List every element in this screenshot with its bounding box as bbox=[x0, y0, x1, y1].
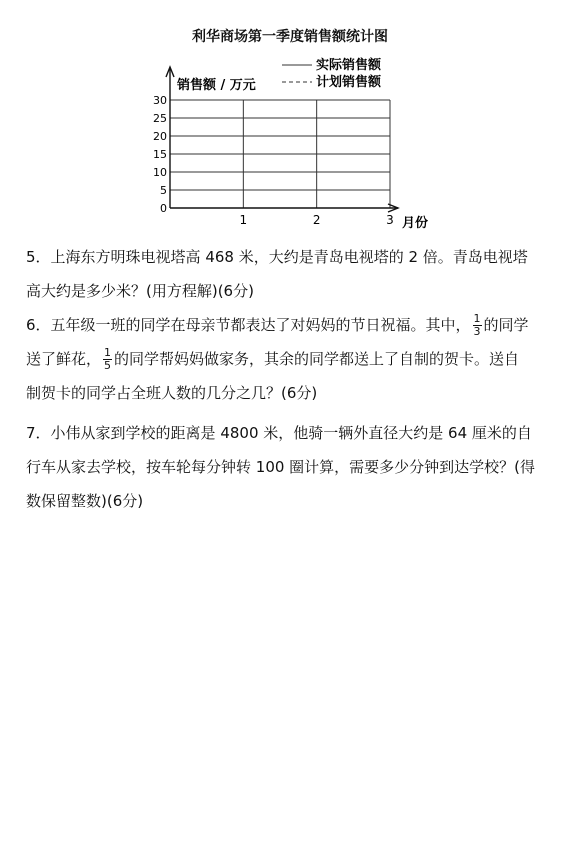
legend-label: 实际销售额 bbox=[316, 58, 382, 73]
question-7 bbox=[26, 416, 556, 518]
question-6-line-1 bbox=[26, 308, 556, 342]
question-6-text-a: 6．五年级一班的同学在母亲节都表达了对妈妈的节日祝福。其中， bbox=[26, 316, 471, 334]
question-6-text-b: 的同学 bbox=[483, 316, 529, 334]
question-6 bbox=[26, 308, 556, 410]
y-tick-labels bbox=[153, 94, 167, 215]
question-5 bbox=[26, 240, 556, 308]
y-tick-label: 0 bbox=[160, 202, 167, 215]
x-tick-labels bbox=[240, 213, 394, 227]
question-5-line-1: 5．上海东方明珠电视塔高 468 米，大约是青岛电视塔的 2 倍。青岛电视塔 bbox=[26, 248, 528, 266]
fraction-one-third: $\frac{1}{3}$ bbox=[473, 312, 481, 338]
x-tick-label: 3 bbox=[386, 213, 394, 227]
question-6-text-c: 送了鲜花， bbox=[26, 350, 102, 368]
y-tick-label: 15 bbox=[153, 148, 167, 161]
question-7-line-3: 数保留整数)(6分) bbox=[26, 492, 144, 510]
y-tick-label: 30 bbox=[153, 94, 167, 107]
question-7-line-2: 行车从家去学校，按车轮每分钟转 100 圈计算，需要多少分钟到达学校？(得 bbox=[26, 458, 536, 476]
line-chart bbox=[140, 55, 440, 235]
legend-label: 计划销售额 bbox=[316, 75, 382, 90]
y-tick-label: 25 bbox=[153, 112, 167, 125]
y-tick-label: 10 bbox=[153, 166, 167, 179]
question-6-line-3: 制贺卡的同学占全班人数的几分之几？(6分) bbox=[26, 384, 318, 402]
question-6-text-d: 的同学帮妈妈做家务，其余的同学都送上了自制的贺卡。送自 bbox=[114, 350, 520, 368]
question-7-line-1: 7．小伟从家到学校的距离是 4800 米，他骑一辆外直径大约是 64 厘米的自 bbox=[26, 424, 532, 442]
fraction-one-fifth: $\frac{1}{5}$ bbox=[104, 346, 112, 372]
question-6-line-2 bbox=[26, 342, 556, 376]
question-5-line-2: 高大约是多少米？(用方程解)(6分) bbox=[26, 282, 254, 300]
y-axis-label: 销售额 / 万元 bbox=[177, 78, 256, 93]
x-axis-label: 月份 bbox=[402, 216, 429, 231]
x-tick-label: 1 bbox=[239, 213, 248, 227]
chart-grid bbox=[170, 100, 390, 208]
chart-legend bbox=[282, 57, 382, 90]
x-tick-label: 2 bbox=[312, 213, 321, 227]
y-tick-label: 5 bbox=[160, 184, 167, 197]
chart-title: 利华商场第一季度销售额统计图 bbox=[192, 29, 388, 45]
y-tick-label: 20 bbox=[153, 130, 167, 143]
